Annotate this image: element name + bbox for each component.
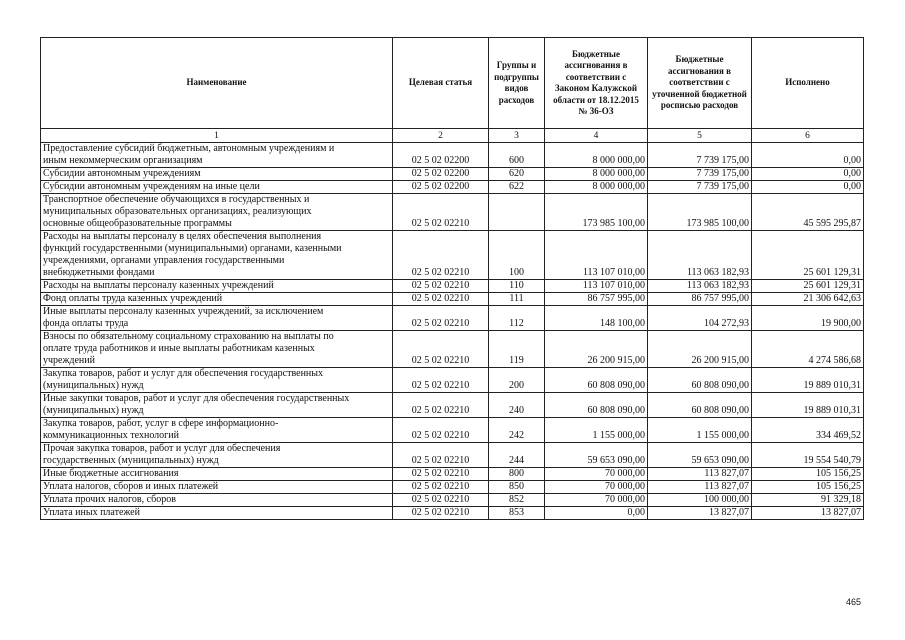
law-amount: 173 985 100,00 xyxy=(545,194,648,231)
revised-amount: 1 155 000,00 xyxy=(648,418,752,443)
revised-amount: 113 827,07 xyxy=(648,481,752,494)
law-amount: 60 808 090,00 xyxy=(545,368,648,393)
table-row xyxy=(41,331,864,368)
column-number: 2 xyxy=(393,129,489,143)
law-amount: 60 808 090,00 xyxy=(545,393,648,418)
expense-group: 110 xyxy=(489,280,545,293)
revised-amount: 13 827,07 xyxy=(648,507,752,520)
table-row xyxy=(41,507,864,520)
revised-amount: 113 063 182,93 xyxy=(648,280,752,293)
header-expense-groups: Группы и подгруппы видов расходов xyxy=(489,38,545,129)
row-name: Иные выплаты персоналу казенных учреждений, за исключением фонда оплаты труда xyxy=(41,306,393,331)
table-row xyxy=(41,280,864,293)
budget-table xyxy=(40,37,864,520)
executed-amount: 21 306 642,63 xyxy=(752,293,864,306)
law-amount: 26 200 915,00 xyxy=(545,331,648,368)
table-row xyxy=(41,231,864,280)
revised-amount: 59 653 090,00 xyxy=(648,443,752,468)
revised-amount: 173 985 100,00 xyxy=(648,194,752,231)
expense-group: 244 xyxy=(489,443,545,468)
table-row xyxy=(41,168,864,181)
table-row xyxy=(41,368,864,393)
column-number-row xyxy=(41,129,864,143)
executed-amount: 334 469,52 xyxy=(752,418,864,443)
target-article: 02 5 02 02210 xyxy=(393,468,489,481)
header-name: Наименование xyxy=(41,38,393,129)
target-article: 02 5 02 02200 xyxy=(393,168,489,181)
revised-amount: 7 739 175,00 xyxy=(648,143,752,168)
executed-amount: 19 554 540,79 xyxy=(752,443,864,468)
header-executed: Исполнено xyxy=(752,38,864,129)
page-number: 465 xyxy=(846,597,862,607)
expense-group: 853 xyxy=(489,507,545,520)
row-name: Взносы по обязательному социальному страхованию на выплаты по оплате труда работников и иные выплаты работникам казенных учреждений xyxy=(41,331,393,368)
revised-amount: 113 063 182,93 xyxy=(648,231,752,280)
executed-amount: 19 889 010,31 xyxy=(752,393,864,418)
revised-amount: 7 739 175,00 xyxy=(648,181,752,194)
executed-amount: 13 827,07 xyxy=(752,507,864,520)
column-number: 5 xyxy=(648,129,752,143)
target-article: 02 5 02 02210 xyxy=(393,494,489,507)
executed-amount: 25 601 129,31 xyxy=(752,280,864,293)
law-amount: 8 000 000,00 xyxy=(545,181,648,194)
table-row xyxy=(41,393,864,418)
row-name: Субсидии автономным учреждениям xyxy=(41,168,393,181)
table-header xyxy=(41,38,864,143)
target-article: 02 5 02 02210 xyxy=(393,443,489,468)
law-amount: 70 000,00 xyxy=(545,468,648,481)
table-row xyxy=(41,468,864,481)
executed-amount: 105 156,25 xyxy=(752,468,864,481)
expense-group: 119 xyxy=(489,331,545,368)
revised-amount: 113 827,07 xyxy=(648,468,752,481)
target-article: 02 5 02 02210 xyxy=(393,293,489,306)
table-row xyxy=(41,443,864,468)
revised-amount: 100 000,00 xyxy=(648,494,752,507)
executed-amount: 45 595 295,87 xyxy=(752,194,864,231)
expense-group: 800 xyxy=(489,468,545,481)
target-article: 02 5 02 02210 xyxy=(393,280,489,293)
table-row xyxy=(41,306,864,331)
target-article: 02 5 02 02210 xyxy=(393,306,489,331)
target-article: 02 5 02 02200 xyxy=(393,143,489,168)
row-name: Иные бюджетные ассигнования xyxy=(41,468,393,481)
column-number: 1 xyxy=(41,129,393,143)
column-number: 3 xyxy=(489,129,545,143)
executed-amount: 91 329,18 xyxy=(752,494,864,507)
expense-group: 852 xyxy=(489,494,545,507)
row-name: Уплата иных платежей xyxy=(41,507,393,520)
law-amount: 0,00 xyxy=(545,507,648,520)
law-amount: 86 757 995,00 xyxy=(545,293,648,306)
row-name: Уплата налогов, сборов и иных платежей xyxy=(41,481,393,494)
header-target-article: Целевая статья xyxy=(393,38,489,129)
column-number: 6 xyxy=(752,129,864,143)
law-amount: 148 100,00 xyxy=(545,306,648,331)
target-article: 02 5 02 02210 xyxy=(393,231,489,280)
target-article: 02 5 02 02210 xyxy=(393,194,489,231)
revised-amount: 26 200 915,00 xyxy=(648,331,752,368)
executed-amount: 105 156,25 xyxy=(752,481,864,494)
expense-group: 850 xyxy=(489,481,545,494)
executed-amount: 19 889 010,31 xyxy=(752,368,864,393)
row-name: Расходы на выплаты персоналу казенных учреждений xyxy=(41,280,393,293)
table-row xyxy=(41,494,864,507)
expense-group: 111 xyxy=(489,293,545,306)
law-amount: 113 107 010,00 xyxy=(545,280,648,293)
expense-group: 112 xyxy=(489,306,545,331)
revised-amount: 60 808 090,00 xyxy=(648,368,752,393)
target-article: 02 5 02 02210 xyxy=(393,368,489,393)
row-name: Закупка товаров, работ и услуг для обеспечения государственных (муниципальных) нужд xyxy=(41,368,393,393)
table-row xyxy=(41,181,864,194)
executed-amount: 19 900,00 xyxy=(752,306,864,331)
law-amount: 8 000 000,00 xyxy=(545,168,648,181)
expense-group xyxy=(489,194,545,231)
executed-amount: 25 601 129,31 xyxy=(752,231,864,280)
target-article: 02 5 02 02200 xyxy=(393,181,489,194)
law-amount: 1 155 000,00 xyxy=(545,418,648,443)
expense-group: 620 xyxy=(489,168,545,181)
header-law-allocations: Бюджетные ассигнования в соответствии с Законом Калужской области от 18.12.2015 № 36-ОЗ xyxy=(545,38,648,129)
target-article: 02 5 02 02210 xyxy=(393,481,489,494)
expense-group: 100 xyxy=(489,231,545,280)
row-name: Расходы на выплаты персоналу в целях обеспечения выполнения функций государственными (муниципальными) органами, казенными учреждениями, органами управления государственными внебюджетными фондами xyxy=(41,231,393,280)
revised-amount: 7 739 175,00 xyxy=(648,168,752,181)
table-row xyxy=(41,143,864,168)
row-name: Субсидии автономным учреждениям на иные цели xyxy=(41,181,393,194)
target-article: 02 5 02 02210 xyxy=(393,418,489,443)
executed-amount: 0,00 xyxy=(752,143,864,168)
expense-group: 242 xyxy=(489,418,545,443)
target-article: 02 5 02 02210 xyxy=(393,393,489,418)
target-article: 02 5 02 02210 xyxy=(393,331,489,368)
expense-group: 200 xyxy=(489,368,545,393)
row-name: Прочая закупка товаров, работ и услуг для обеспечения государственных (муниципальных) нужд xyxy=(41,443,393,468)
revised-amount: 60 808 090,00 xyxy=(648,393,752,418)
table-row xyxy=(41,293,864,306)
executed-amount: 4 274 586,68 xyxy=(752,331,864,368)
revised-amount: 104 272,93 xyxy=(648,306,752,331)
table-body xyxy=(41,143,864,520)
table-row xyxy=(41,194,864,231)
revised-amount: 86 757 995,00 xyxy=(648,293,752,306)
row-name: Предоставление субсидий бюджетным, автономным учреждениям и иным некоммерческим организациям xyxy=(41,143,393,168)
expense-group: 600 xyxy=(489,143,545,168)
expense-group: 240 xyxy=(489,393,545,418)
row-name: Транспортное обеспечение обучающихся в государственных и муниципальных образовательных организациях, реализующих основные общеобразовательные программы xyxy=(41,194,393,231)
row-name: Закупка товаров, работ, услуг в сфере информационно- коммуникационных технологий xyxy=(41,418,393,443)
law-amount: 70 000,00 xyxy=(545,494,648,507)
expense-group: 622 xyxy=(489,181,545,194)
law-amount: 113 107 010,00 xyxy=(545,231,648,280)
table-row xyxy=(41,481,864,494)
row-name: Иные закупки товаров, работ и услуг для обеспечения государственных (муниципальных) нужд xyxy=(41,393,393,418)
executed-amount: 0,00 xyxy=(752,181,864,194)
table-row xyxy=(41,418,864,443)
row-name: Фонд оплаты труда казенных учреждений xyxy=(41,293,393,306)
law-amount: 59 653 090,00 xyxy=(545,443,648,468)
executed-amount: 0,00 xyxy=(752,168,864,181)
target-article: 02 5 02 02210 xyxy=(393,507,489,520)
law-amount: 8 000 000,00 xyxy=(545,143,648,168)
header-revised-allocations: Бюджетные ассигнования в соответствии с уточненной бюджетной росписью расходов xyxy=(648,38,752,129)
column-number: 4 xyxy=(545,129,648,143)
row-name: Уплата прочих налогов, сборов xyxy=(41,494,393,507)
law-amount: 70 000,00 xyxy=(545,481,648,494)
